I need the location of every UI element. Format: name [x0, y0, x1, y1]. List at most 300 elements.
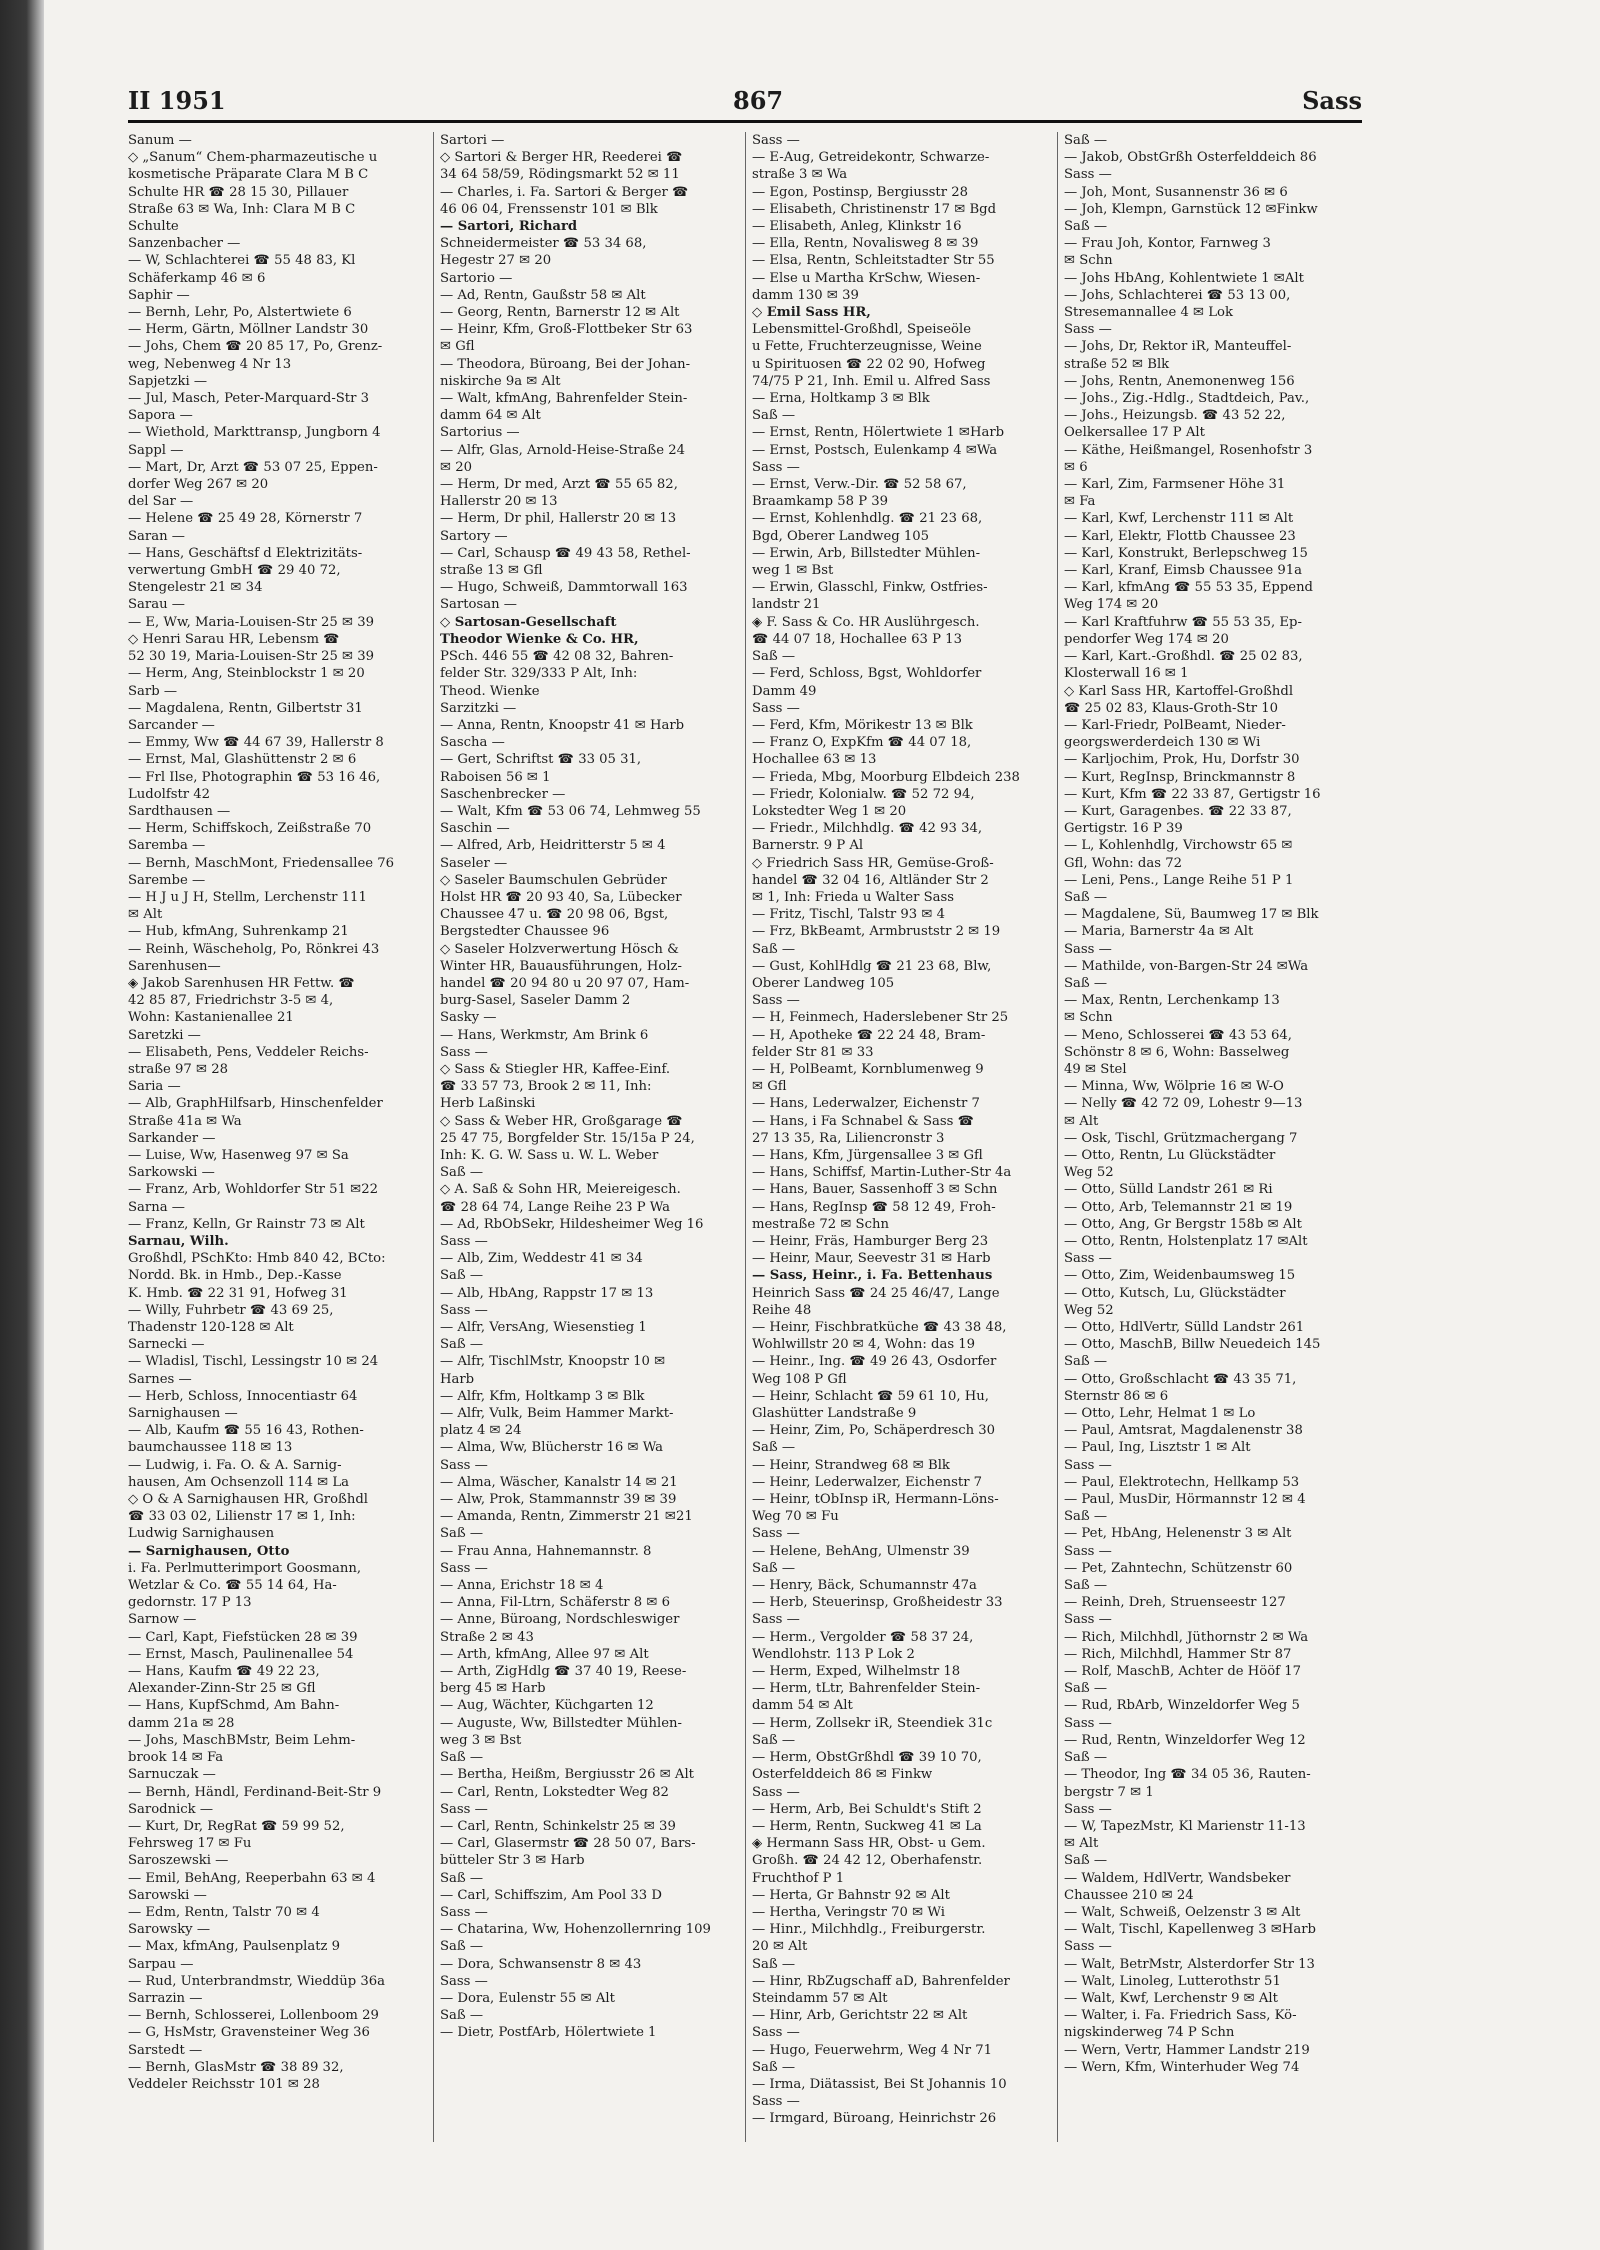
directory-entry-line: Sass —	[1064, 1457, 1112, 1473]
directory-entry-line: Saß —	[1064, 1681, 1108, 1697]
directory-entry-line: dorfer Weg 267 ✉ 20	[128, 477, 269, 493]
directory-entry-line: Saschenbrecker —	[440, 786, 566, 802]
directory-entry-line: 52 30 19, Maria-Louisen-Str 25 ✉ 39	[128, 649, 375, 665]
directory-entry-line: verwertung GmbH ☎ 29 40 72,	[128, 563, 341, 579]
directory-entry-line: PSch. 446 55 ☎ 42 08 32, Bahren-	[440, 649, 674, 665]
directory-entry-line: ✉ Gfl	[440, 339, 475, 355]
directory-entry-line: — Carl, Schausp ☎ 49 43 58, Rethel-	[440, 545, 691, 561]
directory-entry-line: — Ad, RbObSekr, Hildesheimer Weg 16	[440, 1216, 704, 1232]
directory-entry-line: ◇ Karl Sass HR, Kartoffel-Großhdl	[1064, 683, 1294, 699]
header-page-number: 867	[733, 86, 784, 115]
directory-entry-line: Herb Laßinski	[440, 1096, 536, 1112]
directory-entry-line: ✉ Alt	[128, 907, 163, 923]
directory-entry-line: — Alw, Prok, Stammannstr 39 ✉ 39	[440, 1492, 677, 1508]
directory-entry-line: — Heinr, Zim, Po, Schäperdresch 30	[752, 1423, 996, 1439]
directory-entry-highlight: Sarnau, Wilh.	[128, 1234, 229, 1249]
directory-entry-line: — Carl, Rentn, Schinkelstr 25 ✉ 39	[440, 1818, 676, 1834]
directory-entry-line: Gfl, Wohn: das 72	[1064, 855, 1182, 871]
directory-entry-line: baumchaussee 118 ✉ 13	[128, 1440, 293, 1456]
directory-entry-line: — Hinr., Milchhdlg., Freiburgerstr.	[752, 1922, 986, 1938]
directory-entry-line: — Dietr, PostfArb, Hölertwiete 1	[440, 2025, 657, 2041]
directory-entry-line: — Bernh, Händl, Ferdinand-Beit-Str 9	[128, 1784, 382, 1800]
directory-entry-line: Sass —	[1064, 322, 1112, 338]
directory-entry-line: — Georg, Rentn, Barnerstr 12 ✉ Alt	[440, 305, 680, 321]
directory-entry-line: straße 3 ✉ Wa	[752, 167, 848, 183]
directory-entry-line: 46 06 04, Frenssenstr 101 ✉ Blk	[440, 201, 658, 217]
directory-entry-line: Sartosan —	[440, 597, 517, 613]
directory-entry-line: handel ☎ 20 94 80 u 20 97 07, Ham-	[440, 975, 690, 991]
directory-entry-line: gedornstr. 17 P 13	[128, 1595, 252, 1611]
directory-entry-line: Sass —	[1064, 1543, 1112, 1559]
directory-entry-line: Großhdl, PSchKto: Hmb 840 42, BCto:	[128, 1251, 386, 1267]
directory-entry-line: — Ernst, Postsch, Eulenkamp 4 ✉Wa	[752, 442, 998, 458]
directory-entry-line: — Wern, Vertr, Hammer Landstr 219	[1064, 2042, 1310, 2058]
directory-entry-line: del Sar —	[128, 494, 194, 510]
directory-entry-line: — Reinh, Dreh, Struenseestr 127	[1064, 1595, 1286, 1611]
directory-entry-line: — Joh, Mont, Susannenstr 36 ✉ 6	[1064, 184, 1288, 200]
directory-entry-line: — Ferd, Kfm, Mörikestr 13 ✉ Blk	[752, 717, 973, 733]
directory-entry-line: — Karl, Kart.-Großhdl. ☎ 25 02 83,	[1064, 649, 1303, 665]
directory-entry-line: Sarnow —	[128, 1612, 197, 1628]
directory-entry-line: — Arth, ZigHdlg ☎ 37 40 19, Reese-	[440, 1664, 687, 1680]
directory-entry-line: — Johs., Heizungsb. ☎ 43 52 22,	[1064, 408, 1286, 424]
directory-entry-line: — Hans, Werkmstr, Am Brink 6	[440, 1027, 649, 1043]
directory-entry-line: felder Str. 329/333 P Alt, Inh:	[440, 666, 638, 682]
directory-entry-line: — Hinr, Arb, Gerichtstr 22 ✉ Alt	[752, 2008, 968, 2024]
directory-entry-line: ◇ Sartori & Berger HR, Reederei ☎	[440, 150, 683, 166]
directory-entry-line: — Auguste, Ww, Billstedter Mühlen-	[440, 1715, 682, 1731]
directory-entry-line: — Franz O, ExpKfm ☎ 44 07 18,	[752, 735, 972, 751]
directory-entry-line: Saremba —	[128, 838, 206, 854]
directory-entry-line: — Walt, BetrMstr, Alsterdorfer Str 13	[1064, 1956, 1315, 1972]
directory-entry-line: Sass —	[752, 993, 800, 1009]
directory-entry-line: Saß —	[1064, 1354, 1108, 1370]
directory-entry-line: Sass —	[752, 1784, 800, 1800]
directory-entry-line: Weg 52	[1064, 1302, 1114, 1318]
directory-entry-line: Saß —	[752, 1956, 796, 1972]
directory-entry-line: Winter HR, Bauausführungen, Holz-	[440, 958, 682, 974]
directory-entry-line: — Johs, Rentn, Anemonenweg 156	[1064, 373, 1295, 389]
directory-entry-line: Fehrsweg 17 ✉ Fu	[128, 1836, 252, 1852]
directory-entry-line: — Herm, Exped, Wilhelmstr 18	[752, 1664, 961, 1680]
directory-entry-line: — Bernh, Lehr, Po, Alstertwiete 6	[128, 305, 352, 321]
directory-entry-line: Schulte	[128, 219, 179, 235]
directory-entry-line: — Hans, i Fa Schnabel & Sass ☎	[752, 1113, 975, 1129]
directory-entry-line: mestraße 72 ✉ Schn	[752, 1216, 889, 1232]
directory-entry-line: — Pet, Zahntechn, Schützenstr 60	[1064, 1560, 1293, 1576]
directory-entry-line: — Walt, Kwf, Lerchenstr 9 ✉ Alt	[1064, 1990, 1278, 2006]
directory-entry-line: — Johs HbAng, Kohlentwiete 1 ✉Alt	[1064, 270, 1304, 286]
column-divider	[433, 132, 434, 2142]
directory-entry-line: — Egon, Postinsp, Bergiusstr 28	[752, 184, 968, 200]
directory-entry-line: — Herm., Vergolder ☎ 58 37 24,	[752, 1629, 974, 1645]
directory-entry-line: — Carl, Glasermstr ☎ 28 50 07, Bars-	[440, 1836, 696, 1852]
directory-entry-line: Saß —	[1064, 889, 1108, 905]
directory-entry-line: — Dora, Eulenstr 55 ✉ Alt	[440, 1990, 615, 2006]
directory-entry-line: — Otto, MaschB, Billw Neuedeich 145	[1064, 1337, 1321, 1353]
directory-entry-line: Sass —	[1064, 1612, 1112, 1628]
directory-entry-line: ◇ Saseler Holzverwertung Hösch &	[440, 941, 679, 957]
directory-entry-line: ◇ A. Saß & Sohn HR, Meiereigesch.	[440, 1182, 681, 1198]
directory-entry-line: nigskinderweg 74 P Schn	[1064, 2025, 1235, 2041]
directory-entry-line: — Karl, Kranf, Eimsb Chaussee 91a	[1064, 563, 1302, 579]
directory-entry-line: Osterfelddeich 86 ✉ Finkw	[752, 1767, 933, 1783]
directory-entry-line: Sass —	[440, 1973, 488, 1989]
directory-entry-line: — Karljochim, Prok, Hu, Dorfstr 30	[1064, 752, 1300, 768]
directory-entry-line: Sternstr 86 ✉ 6	[1064, 1388, 1169, 1404]
directory-entry-line: Stengelestr 21 ✉ 34	[128, 580, 263, 596]
directory-entry-line: Sass —	[752, 1526, 800, 1542]
header-rule	[128, 120, 1362, 123]
directory-entry-line: — Arth, kfmAng, Allee 97 ✉ Alt	[440, 1646, 649, 1662]
directory-entry-line: Sass —	[440, 1801, 488, 1817]
directory-entry-line: — Alfred, Arb, Heidritterstr 5 ✉ 4	[440, 838, 666, 854]
directory-entry-line: Nordd. Bk. in Hmb., Dep.-Kasse	[128, 1268, 342, 1284]
directory-entry-line: — Hans, KupfSchmd, Am Bahn-	[128, 1698, 340, 1714]
directory-entry-line: Sarembe —	[128, 872, 206, 888]
directory-entry-line: Straße 63 ✉ Wa, Inh: Clara M B C	[128, 201, 356, 217]
directory-entry-line: — Wern, Kfm, Winterhuder Weg 74	[1064, 2059, 1300, 2075]
directory-entry-line: Saß —	[752, 941, 796, 957]
directory-entry-line: georgswerderdeich 130 ✉ Wi	[1064, 735, 1261, 751]
directory-entry-line: Großh. ☎ 24 42 12, Oberhafenstr.	[752, 1853, 983, 1869]
directory-column-3	[752, 132, 1050, 2142]
directory-entry-line: — Herm, Arb, Bei Schuldt's Stift 2	[752, 1801, 982, 1817]
directory-entry-line: — Ernst, Rentn, Hölertwiete 1 ✉Harb	[752, 425, 1005, 441]
directory-entry-line: — Wiethold, Markttransp, Jungborn 4	[128, 425, 381, 441]
directory-entry-line: — L, Kohlenhdlg, Virchowstr 65 ✉	[1064, 838, 1293, 854]
directory-entry-line: — Hertha, Veringstr 70 ✉ Wi	[752, 1904, 945, 1920]
directory-entry-line: — Heinr., Ing. ☎ 49 26 43, Osdorfer	[752, 1354, 997, 1370]
directory-entry-line: Wetzlar & Co. ☎ 55 14 64, Ha-	[128, 1578, 337, 1594]
directory-entry-line: Sass —	[440, 1234, 488, 1249]
directory-entry-line: — Otto, Arb, Telemannstr 21 ✉ 19	[1064, 1199, 1293, 1215]
directory-entry-line: — Johs, Schlachterei ☎ 53 13 00,	[1064, 287, 1291, 303]
directory-entry-line: — Erna, Holtkamp 3 ✉ Blk	[752, 391, 930, 407]
directory-entry-line: Saroszewski —	[128, 1853, 229, 1869]
directory-entry-line: — Kurt, Dr, RegRat ☎ 59 99 52,	[128, 1818, 345, 1834]
directory-entry-line: Heinrich Sass ☎ 24 25 46/47, Lange	[752, 1285, 1000, 1301]
directory-entry-line: — Alma, Wäscher, Kanalstr 14 ✉ 21	[440, 1474, 678, 1490]
directory-entry-line: — Henry, Bäck, Schumannstr 47a	[752, 1578, 977, 1594]
directory-entry-line: Sass —	[1064, 167, 1112, 183]
directory-entry-line: Saß —	[1064, 133, 1108, 148]
directory-entry-line: — Heinr, Lederwalzer, Eichenstr 7	[752, 1474, 983, 1490]
directory-entry-line: — Otto, Rentn, Lu Glückstädter	[1064, 1147, 1276, 1163]
directory-entry-line: Wendlohstr. 113 P Lok 2	[752, 1646, 915, 1662]
directory-entry-highlight: — Sarnighausen, Otto	[128, 1543, 290, 1559]
directory-entry-line: — Johs, Dr, Rektor iR, Manteuffel-	[1064, 339, 1292, 355]
directory-entry-line: — Herta, Gr Bahnstr 92 ✉ Alt	[752, 1887, 950, 1903]
directory-entry-line: — Elisabeth, Christinenstr 17 ✉ Bgd	[752, 201, 997, 217]
directory-entry-line: — Käthe, Heißmangel, Rosenhofstr 3	[1064, 442, 1313, 458]
directory-entry-line: — Hans, Kfm, Jürgensallee 3 ✉ Gfl	[752, 1147, 983, 1163]
directory-entry-line: — Rich, Milchhdl, Hammer Str 87	[1064, 1646, 1292, 1662]
directory-entry-line: Sass —	[440, 1904, 488, 1920]
directory-entry-line: — Heinr, Fräs, Hamburger Berg 23	[752, 1234, 989, 1249]
directory-entry-line: — Frz, BkBeamt, Armbruststr 2 ✉ 19	[752, 924, 1001, 940]
directory-entry-line: — Bertha, Heißm, Bergiusstr 26 ✉ Alt	[440, 1767, 694, 1783]
directory-entry-line: Sarenhusen—	[128, 958, 221, 974]
directory-entry-line: Ludwig Sarnighausen	[128, 1526, 275, 1542]
directory-entry-line: landstr 21	[752, 597, 821, 613]
directory-columns	[128, 132, 1362, 2142]
directory-entry-line: — Walt, Kfm ☎ 53 06 74, Lehmweg 55	[440, 803, 701, 819]
directory-entry-line: — Hub, kfmAng, Suhrenkamp 21	[128, 924, 349, 940]
directory-entry-line: bergstr 7 ✉ 1	[1064, 1784, 1154, 1800]
directory-entry-line: Stresemannallee 4 ✉ Lok	[1064, 305, 1233, 321]
directory-entry-line: — Herm, Dr phil, Hallerstr 20 ✉ 13	[440, 511, 677, 527]
directory-entry-line: Saß —	[752, 649, 796, 665]
directory-entry-line: Saß —	[440, 1939, 484, 1955]
directory-entry-line: — Chatarina, Ww, Hohenzollernring 109	[440, 1922, 711, 1938]
directory-entry-line: Saretzki —	[128, 1027, 201, 1043]
directory-entry-line: 34 64 58/59, Rödingsmarkt 52 ✉ 11	[440, 167, 680, 183]
directory-entry-line: Straße 41a ✉ Wa	[128, 1113, 242, 1129]
directory-entry-line: — Elisabeth, Anleg, Klinkstr 16	[752, 219, 962, 235]
directory-entry-line: — Alma, Ww, Blücherstr 16 ✉ Wa	[440, 1440, 663, 1456]
directory-entry-line: — Helene, BehAng, Ulmenstr 39	[752, 1543, 970, 1559]
directory-entry-line: Sapjetzki —	[128, 373, 208, 389]
directory-entry-line: — Fritz, Tischl, Talstr 93 ✉ 4	[752, 907, 945, 923]
directory-entry-line: weg 3 ✉ Bst	[440, 1732, 522, 1748]
directory-entry-line: — Hinr, RbZugschaff aD, Bahrenfelder	[752, 1973, 1010, 1989]
directory-entry-line: — Frau Anna, Hahnemannstr. 8	[440, 1543, 652, 1559]
directory-entry-line: Bgd, Oberer Landweg 105	[752, 528, 930, 544]
directory-entry-line: — Pet, HbAng, Helenenstr 3 ✉ Alt	[1064, 1526, 1292, 1542]
directory-entry-line: bütteler Str 3 ✉ Harb	[440, 1853, 585, 1869]
directory-entry-line: Oelkersallee 17 P Alt	[1064, 425, 1205, 441]
directory-entry-line: — G, HsMstr, Gravensteiner Weg 36	[128, 2025, 370, 2041]
directory-entry-line: — Walt, Tischl, Kapellenweg 3 ✉Harb	[1064, 1922, 1316, 1938]
directory-entry-line: — Rud, RbArb, Winzeldorfer Weg 5	[1064, 1698, 1300, 1714]
directory-entry-line: Sass —	[1064, 941, 1112, 957]
directory-entry-highlight: Theodor Wienke & Co. HR,	[440, 631, 639, 647]
directory-entry-line: u Spirituosen ☎ 22 02 90, Hofweg	[752, 356, 986, 372]
directory-entry-line: — Herb, Steuerinsp, Großheidestr 33	[752, 1595, 1003, 1611]
directory-entry-line: Sarstedt —	[128, 2042, 203, 2058]
directory-entry-line: Schulte HR ☎ 28 15 30, Pillauer	[128, 184, 349, 200]
directory-entry-highlight: — Sass, Heinr., i. Fa. Bettenhaus	[752, 1268, 993, 1284]
directory-entry-line: — Herm, Zollsekr iR, Steendiek 31c	[752, 1715, 993, 1731]
directory-entry-line: — W, Schlachterei ☎ 55 48 83, Kl	[128, 253, 356, 269]
directory-entry-line: Klosterwall 16 ✉ 1	[1064, 666, 1189, 682]
directory-entry-line: Gertigstr. 16 P 39	[1064, 821, 1183, 837]
directory-entry-line: ☎ 33 03 02, Lilienstr 17 ✉ 1, Inh:	[128, 1509, 356, 1525]
directory-entry-line: straße 52 ✉ Blk	[1064, 356, 1170, 372]
directory-entry-line: — Walt, Linoleg, Lutterothstr 51	[1064, 1973, 1281, 1989]
header-volume-year: II 1951	[128, 86, 226, 115]
directory-entry-line: — Rich, Milchhdl, Jüthornstr 2 ✉ Wa	[1064, 1629, 1309, 1645]
directory-entry-line: Saß —	[752, 408, 796, 424]
column-divider	[745, 132, 746, 2142]
directory-entry-line: — W, TapezMstr, Kl Marienstr 11-13	[1064, 1818, 1306, 1834]
directory-entry-line: Sarnes —	[128, 1371, 192, 1387]
directory-entry-line: Sass —	[1064, 1939, 1112, 1955]
directory-entry-line: — Edm, Rentn, Talstr 70 ✉ 4	[128, 1904, 320, 1920]
directory-entry-line: — Kurt, Kfm ☎ 22 33 87, Gertigstr 16	[1064, 786, 1321, 802]
directory-entry-line: Saß —	[1064, 1578, 1108, 1594]
directory-entry-line: — Jakob, ObstGrßh Osterfelddeich 86	[1064, 150, 1317, 166]
directory-entry-line: Sarkowski —	[128, 1165, 215, 1181]
directory-entry-line: straße 13 ✉ Gfl	[440, 563, 543, 579]
directory-entry-line: — Walter, i. Fa. Friedrich Sass, Kö-	[1064, 2008, 1297, 2024]
directory-entry-line: — Carl, Rentn, Lokstedter Weg 82	[440, 1784, 669, 1800]
directory-entry-line: — Dora, Schwansenstr 8 ✉ 43	[440, 1956, 642, 1972]
directory-entry-line: Sarodnick —	[128, 1801, 214, 1817]
directory-entry-line: berg 45 ✉ Harb	[440, 1681, 546, 1697]
directory-entry-line: Lokstedter Weg 1 ✉ 20	[752, 803, 907, 819]
directory-entry-line: — Herm, Ang, Steinblockstr 1 ✉ 20	[128, 666, 365, 682]
directory-entry-line: Glashütter Landstraße 9	[752, 1406, 917, 1422]
directory-entry-line: — Erwin, Arb, Billstedter Mühlen-	[752, 545, 981, 561]
directory-entry-line: — Leni, Pens., Lange Reihe 51 P 1	[1064, 872, 1294, 888]
directory-column-1	[128, 132, 426, 2142]
directory-entry-line: Sappl —	[128, 442, 184, 458]
directory-entry-line: — Irmgard, Büroang, Heinrichstr 26	[752, 2111, 997, 2127]
directory-entry-highlight: ◇ Sartosan-Gesellschaft	[440, 614, 617, 630]
directory-entry-line: — H J u J H, Stellm, Lerchenstr 111	[128, 889, 367, 905]
directory-entry-line: Weg 108 P Gfl	[752, 1371, 847, 1387]
directory-entry-line: ◈ Hermann Sass HR, Obst- u Gem.	[752, 1836, 986, 1852]
directory-entry-line: — Willy, Fuhrbetr ☎ 43 69 25,	[128, 1302, 334, 1318]
directory-entry-line: Sass —	[752, 2025, 800, 2041]
directory-entry-line: Sass —	[440, 1302, 488, 1318]
directory-entry-line: ✉ Fa	[1064, 494, 1096, 510]
directory-entry-line: Sarnecki —	[128, 1337, 205, 1353]
directory-entry-line: — Aug, Wächter, Küchgarten 12	[440, 1698, 654, 1714]
directory-entry-line: ✉ Schn	[1064, 253, 1113, 269]
header-running-name: Sass	[1302, 86, 1362, 115]
directory-entry-line: handel ☎ 32 04 16, Altländer Str 2	[752, 872, 989, 888]
directory-entry-line: — Alfr, TischlMstr, Knoopstr 10 ✉	[440, 1354, 666, 1370]
directory-entry-line: pendorfer Weg 174 ✉ 20	[1064, 631, 1229, 647]
directory-entry-line: Wohlwillstr 20 ✉ 4, Wohn: das 19	[752, 1337, 976, 1353]
directory-entry-line: — Ernst, Mal, Glashüttenstr 2 ✉ 6	[128, 752, 357, 768]
directory-entry-line: — Heinr, tObInsp iR, Hermann-Löns-	[752, 1492, 999, 1508]
directory-entry-line: — Ernst, Kohlenhdlg. ☎ 21 23 68,	[752, 511, 983, 527]
directory-entry-line: — Anna, Rentn, Knoopstr 41 ✉ Harb	[440, 717, 685, 733]
directory-entry-line: — Otto, Rentn, Holstenplatz 17 ✉Alt	[1064, 1234, 1308, 1249]
directory-entry-line: Chaussee 210 ✉ 24	[1064, 1887, 1194, 1903]
directory-entry-line: — Heinr, Maur, Seevestr 31 ✉ Harb	[752, 1251, 991, 1267]
directory-entry-line: — Kurt, Garagenbes. ☎ 22 33 87,	[1064, 803, 1292, 819]
directory-entry-line: — Herb, Schloss, Innocentiastr 64	[128, 1388, 358, 1404]
directory-entry-line: Sass —	[440, 1560, 488, 1576]
directory-entry-line: Hallerstr 20 ✉ 13	[440, 494, 558, 510]
directory-entry-line: — Walt, Schweiß, Oelzenstr 3 ✉ Alt	[1064, 1904, 1301, 1920]
directory-entry-line: — Amanda, Rentn, Zimmerstr 21 ✉21	[440, 1509, 693, 1525]
directory-entry-line: Inh: K. G. W. Sass u. W. L. Weber	[440, 1147, 659, 1163]
directory-entry-line: Schneidermeister ☎ 53 34 68,	[440, 236, 647, 252]
directory-entry-line: ✉ Alt	[1064, 1836, 1099, 1852]
directory-entry-line: — Alfr, VersAng, Wiesenstieg 1	[440, 1320, 647, 1336]
directory-entry-line: — Hans, Geschäftsf d Elektrizitäts-	[128, 545, 363, 561]
directory-entry-line: ◇ Sass & Weber HR, Großgarage ☎	[440, 1113, 683, 1129]
directory-entry-line: — Bernh, Schlosserei, Lollenboom 29	[128, 2008, 379, 2024]
directory-entry-line: — Otto, Großschlacht ☎ 43 35 71,	[1064, 1371, 1297, 1387]
directory-entry-line: — Heinr, Strandweg 68 ✉ Blk	[752, 1457, 950, 1473]
directory-entry-line: Saß —	[752, 1732, 796, 1748]
directory-entry-line: Wohn: Kastanienallee 21	[128, 1010, 294, 1026]
directory-entry-line: ◇ Saseler Baumschulen Gebrüder	[440, 872, 667, 888]
directory-entry-line: — Waldem, HdlVertr, Wandsbeker	[1064, 1870, 1291, 1886]
directory-entry-line: — Alb, HbAng, Rappstr 17 ✉ 13	[440, 1285, 654, 1301]
directory-entry-line: Sasky —	[440, 1010, 497, 1026]
directory-entry-line: Sartorio —	[440, 270, 513, 286]
directory-entry-line: — Otto, HdlVertr, Sülld Landstr 261	[1064, 1320, 1305, 1336]
directory-entry-line: Saß —	[440, 1870, 484, 1886]
directory-entry-line: — Otto, Kutsch, Lu, Glückstädter	[1064, 1285, 1286, 1301]
directory-entry-line: Saß —	[1064, 219, 1108, 235]
directory-entry-line: Sass —	[1064, 1801, 1112, 1817]
directory-entry-line: Schönstr 8 ✉ 6, Wohn: Basselweg	[1064, 1044, 1290, 1060]
column-divider	[1057, 132, 1058, 2142]
directory-entry-line: ☎ 33 57 73, Brook 2 ✉ 11, Inh:	[440, 1079, 652, 1095]
directory-entry-line: — Hugo, Feuerwehrm, Weg 4 Nr 71	[752, 2042, 993, 2058]
directory-entry-line: Sardthausen —	[128, 803, 231, 819]
directory-entry-highlight: — Sartori, Richard	[440, 219, 578, 235]
directory-entry-line: Saß —	[752, 1560, 796, 1576]
directory-entry-line: — Charles, i. Fa. Sartori & Berger ☎	[440, 184, 689, 200]
directory-entry-line: — Ludwig, i. Fa. O. & A. Sarnig-	[128, 1457, 342, 1473]
directory-entry-line: — Mathilde, von-Bargen-Str 24 ✉Wa	[1064, 958, 1309, 974]
directory-entry-line: weg, Nebenweg 4 Nr 13	[128, 356, 292, 372]
directory-entry-line: Sanzenbacher —	[128, 236, 241, 252]
directory-entry-line: — Herm, Gärtn, Möllner Landstr 30	[128, 322, 369, 338]
directory-entry-line: Saß —	[1064, 1750, 1108, 1766]
directory-entry-line: Damm 49	[752, 683, 817, 699]
directory-entry-line: — Hans, Schiffsf, Martin-Luther-Str 4a	[752, 1165, 1012, 1181]
directory-entry-line: ✉ 1, Inh: Frieda u Walter Sass	[752, 889, 955, 905]
directory-entry-line: Oberer Landweg 105	[752, 975, 895, 991]
directory-entry-line: Sass —	[1064, 1715, 1112, 1731]
directory-entry-line: — Emmy, Ww ☎ 44 67 39, Hallerstr 8	[128, 735, 384, 751]
page-header	[128, 80, 1362, 124]
directory-entry-line: — H, Feinmech, Haderslebener Str 25	[752, 1010, 1009, 1026]
directory-entry-line: Sarrazin —	[128, 1990, 203, 2006]
directory-entry-line: — Hans, Bauer, Sassenhoff 3 ✉ Schn	[752, 1182, 998, 1198]
directory-entry-line: — H, Apotheke ☎ 22 24 48, Bram-	[752, 1027, 986, 1043]
directory-entry-line: Saß —	[440, 1526, 484, 1542]
directory-entry-line: Weg 174 ✉ 20	[1064, 597, 1159, 613]
directory-entry-line: — Theodora, Büroang, Bei der Johan-	[440, 356, 691, 372]
directory-entry-line: — Herm, Dr med, Arzt ☎ 55 65 82,	[440, 477, 678, 493]
directory-entry-line: — Joh, Klempn, Garnstück 12 ✉Finkw	[1064, 201, 1318, 217]
directory-entry-line: Saran —	[128, 528, 185, 544]
directory-entry-line: — Nelly ☎ 42 72 09, Lohestr 9—13	[1064, 1096, 1303, 1112]
directory-entry-line: — Rolf, MaschB, Achter de Hööf 17	[1064, 1664, 1302, 1680]
directory-entry-line: — Gert, Schriftst ☎ 33 05 31,	[440, 752, 642, 768]
directory-entry-line: Harb	[440, 1371, 475, 1387]
directory-entry-line: — Ella, Rentn, Novalisweg 8 ✉ 39	[752, 236, 979, 252]
directory-entry-line: Sartory —	[440, 528, 508, 544]
directory-entry-line: 74/75 P 21, Inh. Emil u. Alfred Sass	[752, 373, 991, 389]
directory-entry-line: — Frl Ilse, Photographin ☎ 53 16 46,	[128, 769, 381, 785]
directory-entry-line: — Ernst, Masch, Paulinenallee 54	[128, 1646, 354, 1662]
directory-entry-line: — Meno, Schlosserei ☎ 43 53 64,	[1064, 1027, 1292, 1043]
directory-entry-line: Saria —	[128, 1079, 181, 1095]
directory-entry-line: — Hans, RegInsp ☎ 58 12 49, Froh-	[752, 1199, 996, 1215]
directory-entry-line: Sarnighausen —	[128, 1406, 238, 1422]
directory-entry-line: — Magdalena, Rentn, Gilbertstr 31	[128, 700, 363, 716]
directory-entry-line: — Frau Joh, Kontor, Farnweg 3	[1064, 236, 1271, 252]
directory-entry-line: Schäferkamp 46 ✉ 6	[128, 270, 266, 286]
directory-entry-line: Sarowski —	[128, 1887, 207, 1903]
directory-entry-line: — Anna, Fil-Ltrn, Schäferstr 8 ✉ 6	[440, 1595, 670, 1611]
directory-entry-line: Sanum —	[128, 133, 192, 148]
directory-entry-line: Sarzitzki —	[440, 700, 517, 716]
